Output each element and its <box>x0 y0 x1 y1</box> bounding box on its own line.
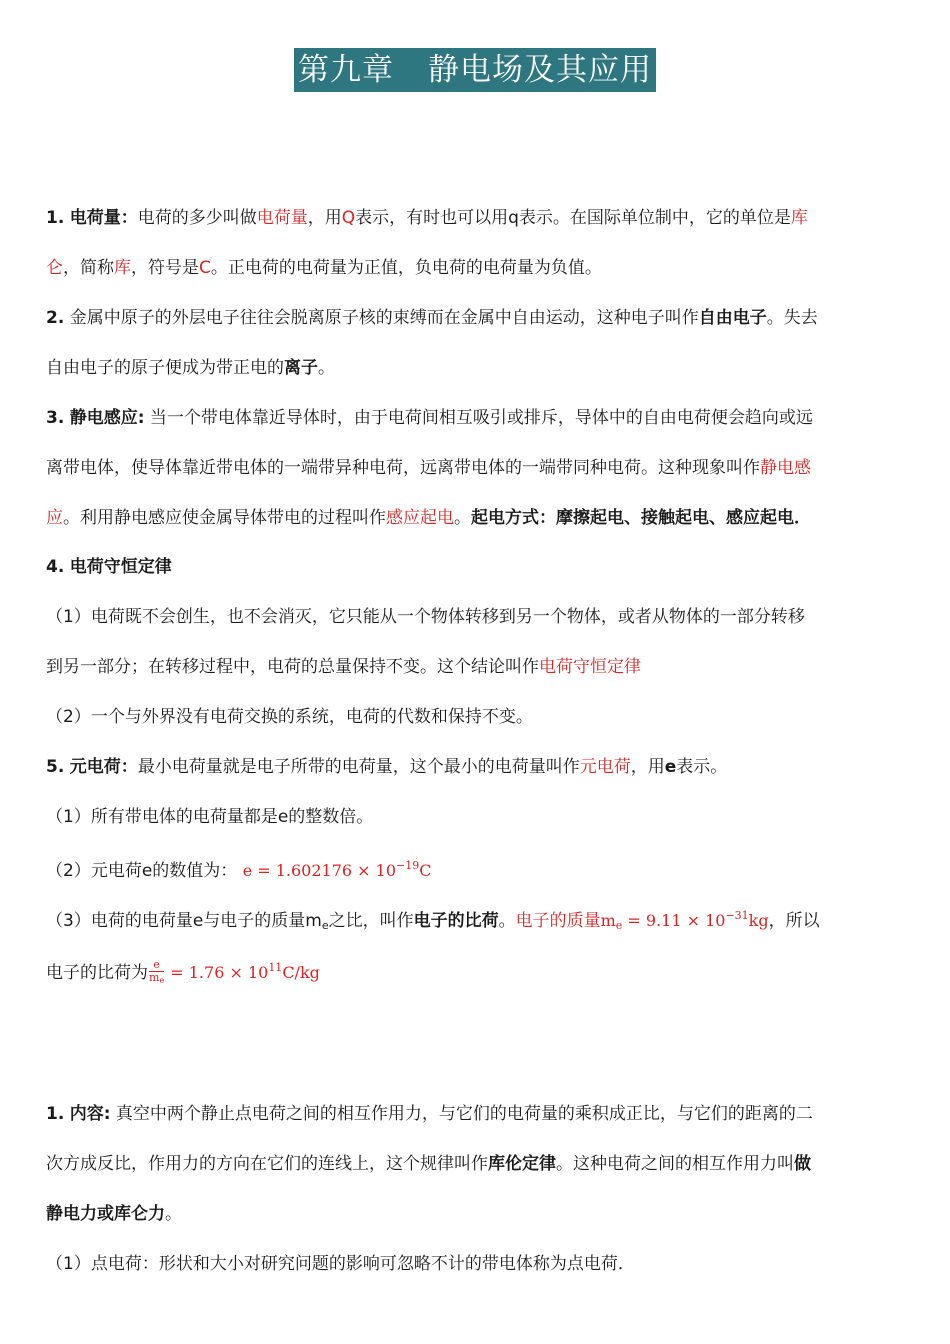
s4-line3 <box>46 654 641 680</box>
text: 。 <box>165 1204 182 1224</box>
text: 离带电体，使导体靠近带电体的一端带异种电荷，远离带电体的一端带同种电荷。这种现象叫作 <box>46 458 760 478</box>
s5-line1 <box>46 754 727 780</box>
c1-line2 <box>46 1151 811 1177</box>
bold-term: 静电力或库仑力 <box>46 1204 165 1224</box>
s5-line2 <box>46 804 373 830</box>
bold-term: 电子的比荷 <box>413 911 499 931</box>
fraction-numerator: e <box>149 959 164 972</box>
item-heading: 元电荷： <box>69 757 138 777</box>
fraction-denominator <box>149 972 164 987</box>
text: （3）电荷的电荷量e与电子的质量m <box>46 911 322 931</box>
text: 。 <box>454 508 471 528</box>
highlight: 元电荷 <box>579 757 631 777</box>
exponent: 11 <box>268 961 283 974</box>
subscript: e <box>615 919 623 932</box>
item-number: 4. <box>46 557 65 577</box>
formula-text: = 9.11 × 10 <box>622 911 726 930</box>
highlight: C <box>199 258 211 278</box>
text: 真空中两个静止点电荷之间的相互作用力，与它们的电荷量的乘积成正比，与它们的距离的二 <box>115 1104 813 1124</box>
s4-line4 <box>46 704 533 730</box>
text: 。失去 <box>766 308 818 328</box>
text: （1）所有带电体的电荷量都是e的整数倍。 <box>46 807 374 827</box>
item-number: 3. <box>46 408 65 428</box>
item-number: 2. <box>46 308 65 328</box>
text: 表示，有时也可以用q表示。在国际单位制中，它的单位是 <box>355 208 791 228</box>
highlight: 库 <box>114 258 131 278</box>
highlight: 电荷守恒定律 <box>539 657 641 677</box>
exponent: −31 <box>725 909 749 922</box>
bold-term: 离子 <box>284 358 318 378</box>
text: （2）元电荷e的数值为： <box>46 861 238 881</box>
formula-text: m <box>149 971 160 984</box>
item-number: 1. <box>46 1104 65 1124</box>
highlight: 仑 <box>46 258 63 278</box>
bold-term: 库伦定律 <box>488 1154 556 1174</box>
bold-term: 自由电子 <box>698 308 767 328</box>
s1-line1 <box>46 205 808 231</box>
highlight: 库 <box>790 208 808 228</box>
text: 电荷的多少叫做 <box>137 208 257 228</box>
item-heading: 静电感应: <box>69 408 145 428</box>
highlight: 感应起电 <box>386 508 454 528</box>
c1-line4 <box>46 1251 635 1277</box>
text: 之比，叫作 <box>328 911 414 931</box>
text: ，简称 <box>63 258 114 278</box>
chapter-number: 第九章 <box>298 52 394 88</box>
s4-line1 <box>46 554 172 580</box>
text: 电子的比荷为 <box>46 963 148 983</box>
text: （1）点电荷：形状和大小对研究问题的影响可忽略不计的带电体称为点电荷． <box>46 1254 635 1274</box>
text: 。这种电荷之间的相互作用力叫 <box>556 1154 794 1174</box>
text: 最小电荷量就是电子所带的电荷量，这个最小的电荷量叫作 <box>137 757 580 777</box>
text: 。正电荷的电荷量为正值，负电荷的电荷量为负值。 <box>210 258 602 278</box>
text: 次方成反比，作用力的方向在它们的连线上，这个规律叫作 <box>46 1154 488 1174</box>
s3-line3 <box>46 505 811 531</box>
s5-line5 <box>46 955 320 985</box>
chapter-title <box>294 48 656 92</box>
formula-text: m <box>600 911 616 930</box>
s3-line1 <box>46 405 813 431</box>
item-heading: 内容: <box>69 1104 111 1124</box>
text: 当一个带电体靠近导体时，由于电荷间相互吸引或排斥，导体中的自由电荷便会趋向或远 <box>149 408 813 428</box>
highlight: 电荷量 <box>256 208 308 228</box>
highlight: Q <box>341 208 356 228</box>
c1-line1 <box>46 1101 813 1127</box>
s5-line3 <box>46 853 431 879</box>
s2-line1 <box>46 305 818 331</box>
text: ，用 <box>630 757 665 777</box>
item-number: 5. <box>46 757 65 777</box>
text: 自由电子的原子便成为带正电的 <box>46 358 284 378</box>
subscript: e <box>321 919 329 932</box>
text: （2）一个与外界没有电荷交换的系统，电荷的代数和保持不变。 <box>46 707 533 727</box>
text: ，所以 <box>768 911 820 931</box>
text: 表示。 <box>676 757 728 777</box>
unit: C/kg <box>282 963 320 982</box>
formula-specific-charge <box>165 963 320 982</box>
text: （1）电荷既不会创生，也不会消灭，它只能从一个物体转移到另一个物体，或者从物体的一部分转移 <box>46 607 805 627</box>
highlight: 静电感 <box>760 458 811 478</box>
formula-text: e = 1.602176 × 10 <box>242 861 397 880</box>
text: ，用 <box>307 208 342 228</box>
s1-line2 <box>46 255 602 281</box>
item-heading: 电荷守恒定律 <box>69 557 172 577</box>
highlight: 应 <box>46 508 63 528</box>
s4-line2 <box>46 604 805 630</box>
s3-line2 <box>46 455 811 481</box>
exponent: −19 <box>396 859 420 872</box>
chapter-name: 静电场及其应用 <box>428 52 652 88</box>
subscript: e <box>159 976 165 985</box>
unit: kg <box>748 911 769 930</box>
text: ，符号是 <box>131 258 199 278</box>
s2-line2 <box>46 355 335 381</box>
text: 金属中原子的外层电子往往会脱离原子核的束缚而在金属中自由运动，这种电子叫作 <box>69 308 699 328</box>
bold-term: 起电方式：摩擦起电、接触起电、感应起电． <box>471 508 811 528</box>
fraction <box>149 959 164 987</box>
c1-line3 <box>46 1201 182 1227</box>
text: 。 <box>318 358 335 378</box>
s5-line4 <box>46 903 820 932</box>
chapter-title-wrap <box>0 48 950 92</box>
unit: C <box>419 861 432 880</box>
formula-electron-mass <box>601 911 769 930</box>
formula-elementary-charge <box>243 861 432 880</box>
text: 。利用静电感应使金属导体带电的过程叫作 <box>63 508 386 528</box>
text: 到另一部分；在转移过程中，电荷的总量保持不变。这个结论叫作 <box>46 657 539 677</box>
item-number: 1. <box>46 208 65 228</box>
text: 。 <box>498 911 516 931</box>
bold-term: 做 <box>794 1154 811 1174</box>
formula-text: = 1.76 × 10 <box>165 963 269 982</box>
highlight: 电子的质量 <box>515 911 601 931</box>
item-heading: 电荷量： <box>69 208 138 228</box>
bold-term: e <box>664 757 677 777</box>
